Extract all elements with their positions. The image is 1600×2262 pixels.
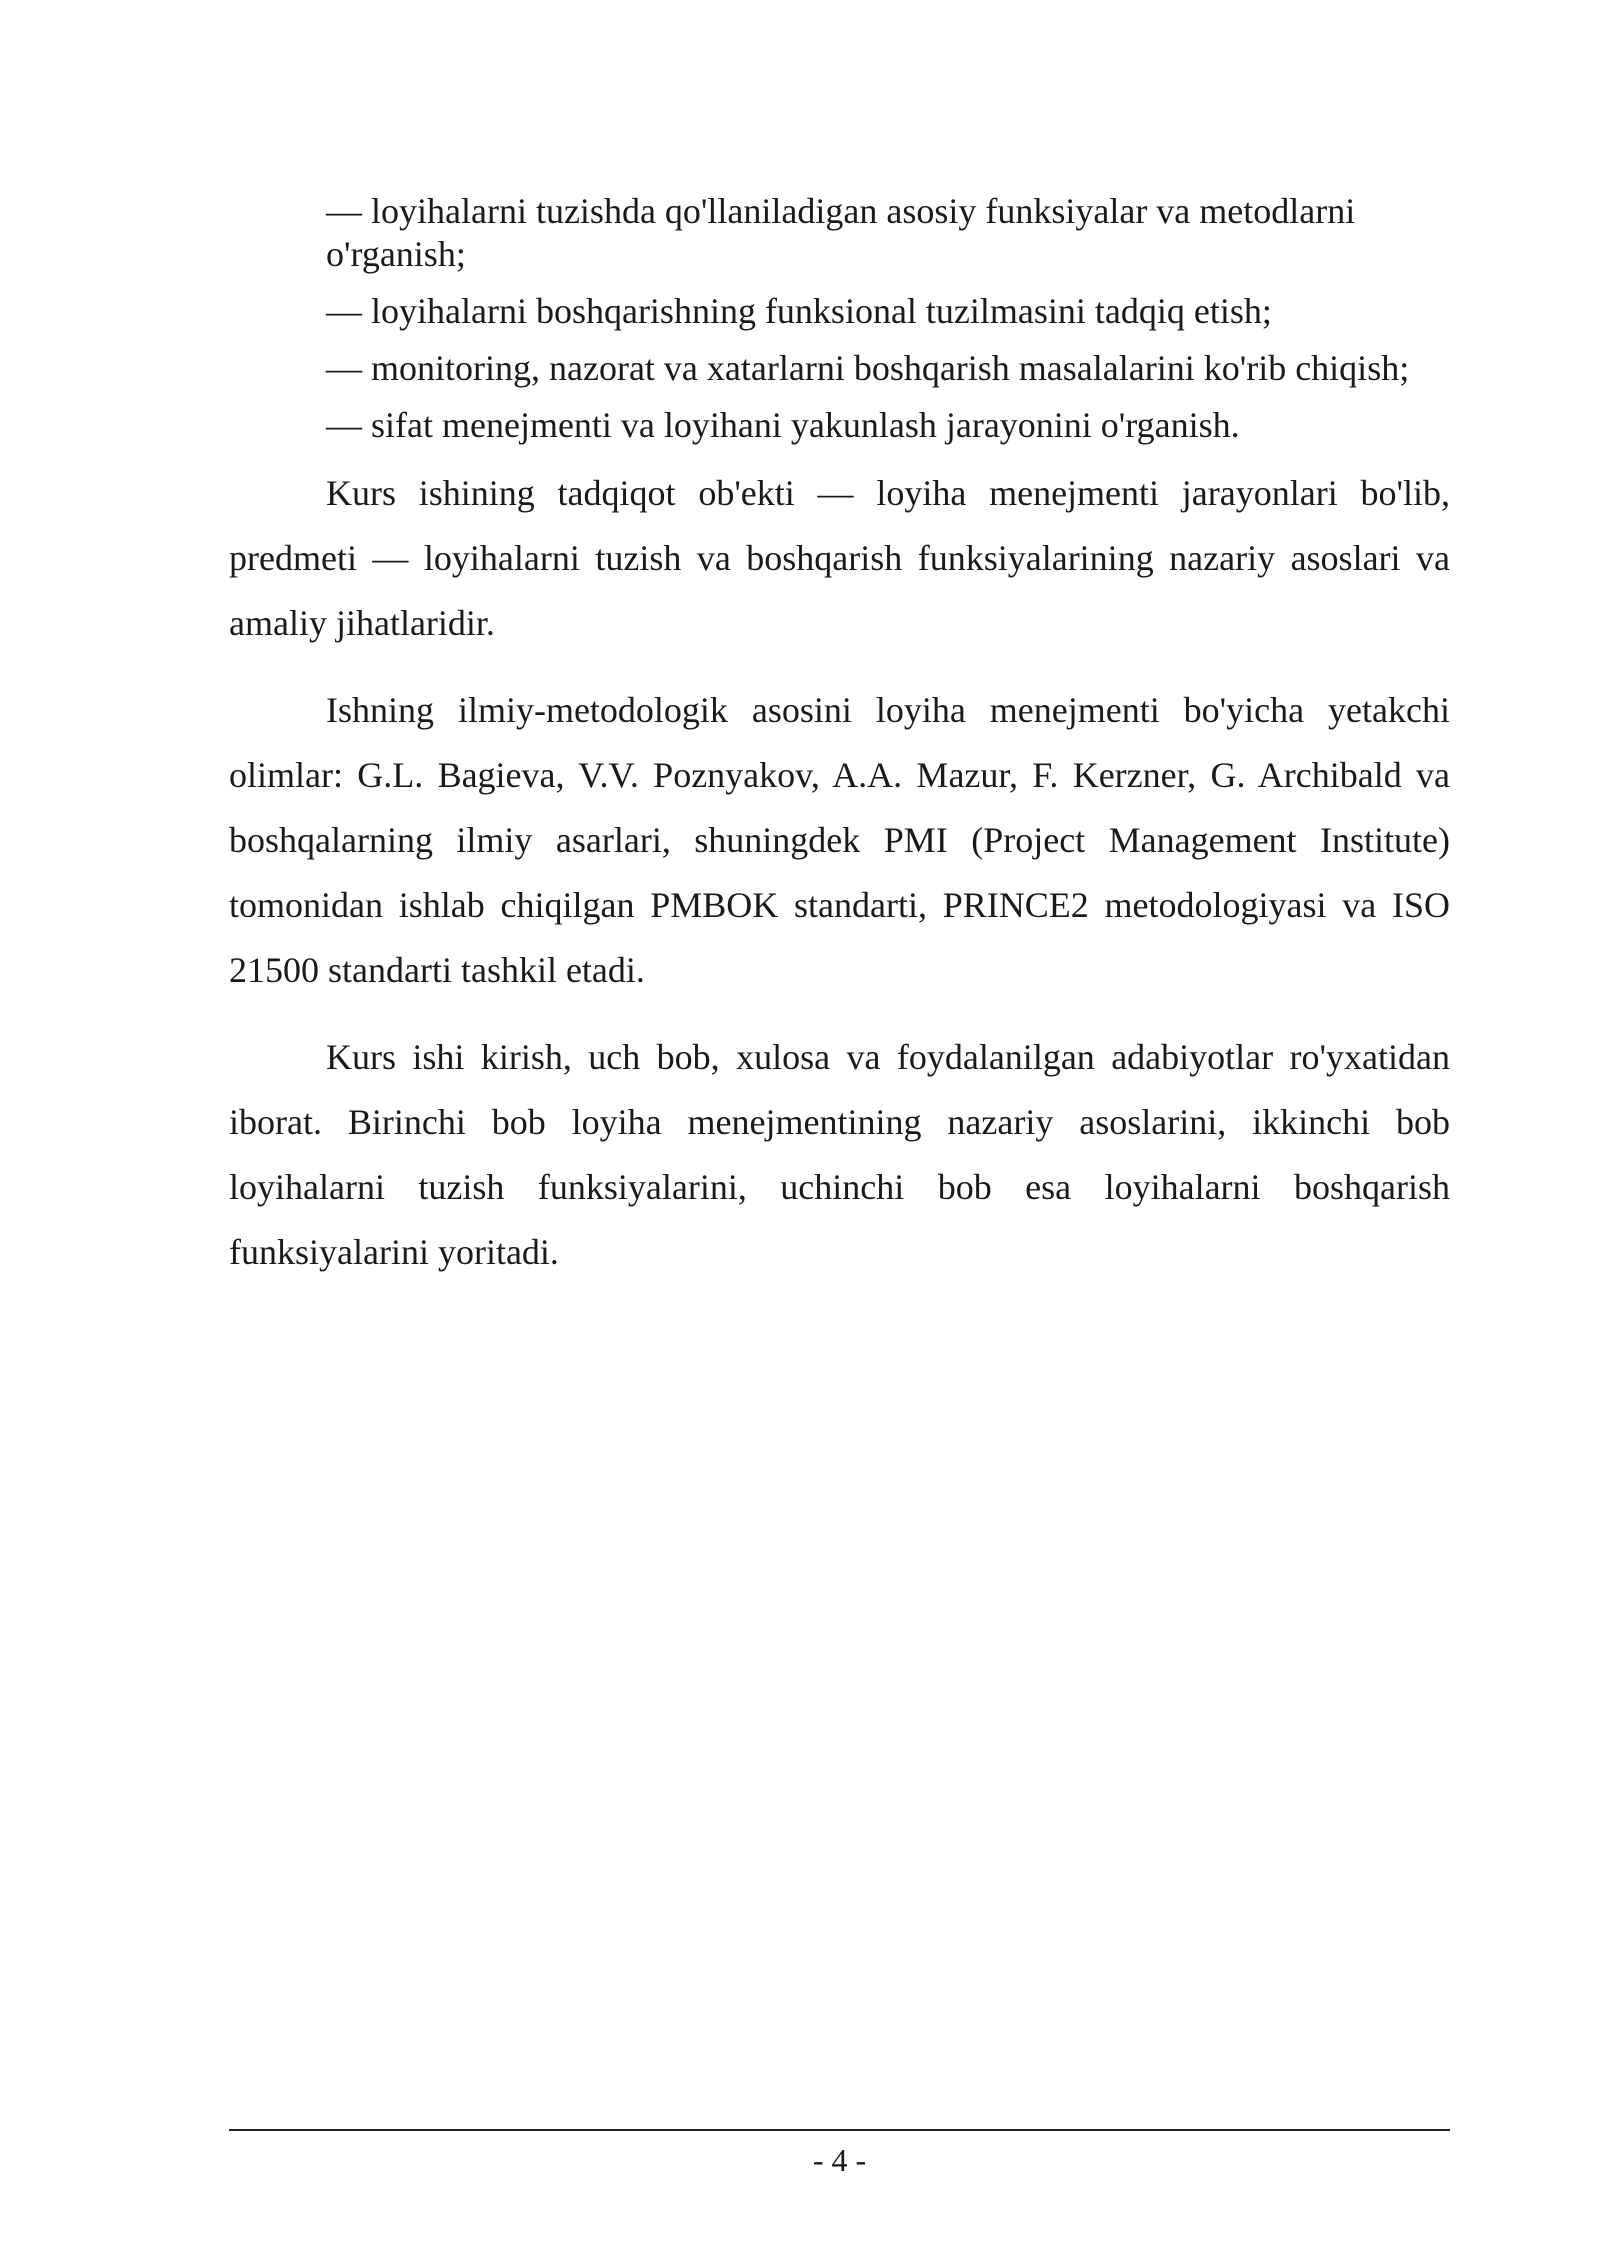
- footer-divider: [229, 2129, 1450, 2131]
- list-item: — sifat menejmenti va loyihani yakunlash jarayonini o'rganish.: [326, 405, 1240, 445]
- list-item: — monitoring, nazorat va xatarlarni boshqarish masalalarini ko'rib chiqish;: [326, 348, 1410, 388]
- list-item: — loyihalarni boshqarishning funksional tuzilmasini tadqiq etish;: [326, 291, 1272, 331]
- list-item: — loyihalarni tuzishda qo'llaniladigan asosiy funksiyalar va metodlarni o'rganish;: [326, 191, 1356, 274]
- paragraph-structure: Kurs ishi kirish, uch bob, xulosa va foydalanilgan adabiyotlar ro'yxatidan iborat. Birinchi bob loyiha menejmentining nazariy asoslarini, ikkinchi bob loyihalarni tuzish funksiyalarini, uchinchi bob esa loyihalarni boshqarish funksiyalarini yoritadi.: [229, 1037, 1450, 1272]
- paragraph-research-object: Kurs ishining tadqiqot ob'ekti — loyiha menejmenti jarayonlari bo'lib, predmeti — loyihalarni tuzish va boshqarish funksiyalarining nazariy asoslari va amaliy jihatlaridir.: [229, 473, 1450, 643]
- page-content: [229, 190, 1450, 1285]
- paragraph-methodology: Ishning ilmiy-metodologik asosini loyiha menejmenti bo'yicha yetakchi olimlar: G.L. Bagieva, V.V. Poznyakov, A.A. Mazur, F. Kerzner, G. Archibald va boshqalarning ilmiy asarlari, shuningdek PMI (Project Management Institute) tomonidan ishlab chiqilgan PMBOK standarti, PRINCE2 metodologiyasi va ISO 21500 standarti tashkil etadi.: [229, 690, 1450, 990]
- page-number: - 4 -: [812, 2142, 867, 2178]
